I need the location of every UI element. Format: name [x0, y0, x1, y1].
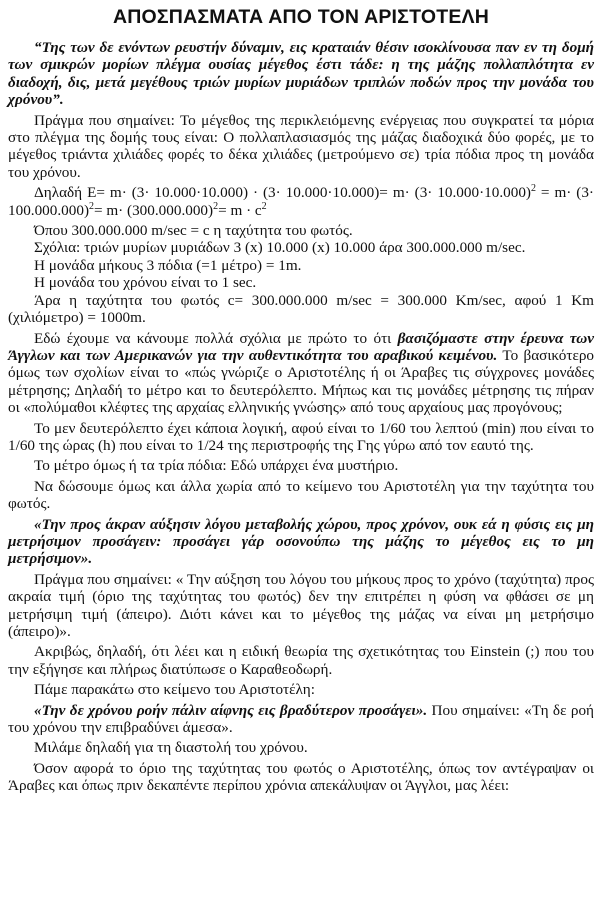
superscript: 2 — [261, 200, 267, 212]
equation-part-2: = m· (3· 100.000.000) — [8, 184, 594, 219]
paragraph-energy-meaning: Πράγμα που σημαίνει: Το μέγεθος της περικλειόμενης ενέργειας που συγκρατεί τα μόρια στο πλέγμα της δομής τους είναι: Ο πολλαπλασιασμός της μάζας διαδοχικά δύο φορές, με το μέγεθος τριάντα χιλιάδες φορές το δέκα χιλιάδες (μετρούμενο σε) τρία πόδια προς τη μονάδα του χρόνου. — [8, 111, 594, 181]
paragraph-time-unit: Η μονάδα του χρόνου είναι το 1 sec. — [34, 274, 257, 292]
paragraph-relativity: Ακριβώς, δηλαδή, ότι λέει και η ειδική θεωρία της σχετικότητας του Einstein (;) που του την εξήγησε και πλήρως διατύπωσε ο Καραθεοδωρή. — [8, 643, 594, 678]
paragraph-more-passages: Να δώσουμε όμως και άλλα χωρία από το κείμενο του Αριστοτέλη για την ταχύτητα του φωτός. — [8, 477, 594, 513]
research-text-end: Το βασικότερο όμως των σχολίων είναι το «πώς γνώριζε ο Αριστοτέλης ή οι Άραβες τις σύγχρονες μονάδες μέτρησης; Δηλαδή το μέτρο και το δευτερόλεπτο. Μήπως και τις μονάδες μέτρησης τις πήραν οι «πολύμαθοι κλέφτες της αρχαίας ελληνικής γνώσης» από τους αρχαίους μας προγόνους; — [8, 346, 595, 417]
paragraph-continue: Πάμε παρακάτω στο κείμενο του Αριστοτέλη: — [34, 681, 315, 699]
paragraph-light-speed-value: Άρα η ταχύτητα του φωτός c= 300.000.000 m/sec = 300.000 Km/sec, αφού 1 Km (χιλιόμετρο) = 1000m. — [8, 291, 594, 327]
superscript: 2 — [530, 183, 536, 195]
paragraph-meter-mystery: Το μέτρο όμως ή τα τρία πόδια: Εδώ υπάρχει ένα μυστήριο. — [34, 457, 399, 475]
research-text-start: Εδώ έχουμε να κάνουμε πολλά σχόλια με πρώτο το ότι — [34, 329, 398, 347]
equation-paragraph — [8, 184, 594, 219]
superscript: 2 — [89, 200, 94, 212]
paragraph-research-comments — [8, 330, 594, 417]
paragraph-time-flow — [8, 702, 594, 737]
paragraph-second-logic: Το μεν δευτερόλεπτο έχει κάποια λογική, αφού είναι το 1/60 του λεπτού (min) που είναι το 1/60 της ώρας (h) που είναι το 1/24 της περιστροφής της Γης γύρω από τον εαυτό της. — [8, 419, 594, 454]
equation-part-1: Δηλαδή E= m· (3· 10.000·10.000) · (3· 10.000·10.000)= m· (3· 10.000·10.000) — [34, 184, 531, 202]
superscript: 2 — [213, 200, 219, 212]
paragraph-light-limit-intro: Όσον αφορά το όριο της ταχύτητας του φωτός ο Αριστοτέλης, όπως τον αντέγραψαν οι Άραβες και όπως πριν δεκαπέντε περίπου χρόνια απεκάλυψαν οι Άγγλοι, μας λέει: — [8, 759, 594, 795]
equation-part-4: = m · c — [218, 201, 262, 219]
research-emphasis: βασιζόμαστε στην έρευνα των Άγγλων και των Αμερικανών για την αυθεντικότητα του αραβικού κειμένου. — [8, 329, 594, 364]
aristotle-quote-energy: “Της των δε ενόντων ρευστήν δύναμιν, εις κραταιάν θέσιν ισοκλίνουσα παν εν τη δομή των σμικρών μορίων πλέγμα ουσίας μέγεθος έστι τάδε: η της μάζης πολλαπλότητα εν διαδοχή, δις, μετά μεγέθους τριών μυρίων μυριάδων τριπλών ποδών προς την μονάδα του χρόνου”. — [8, 39, 594, 109]
paragraph-speed-of-light: Όπου 300.000.000 m/sec = c η ταχύτητα του φωτός. — [34, 222, 353, 240]
aristotle-quote-time-flow: «Την δε χρόνου ροήν πάλιν αίφνης εις βραδύτερον προσάγει». — [34, 701, 428, 719]
page-title: ΑΠΟΣΠΑΣΜΑΤΑ ΑΠΟ ΤΟΝ ΑΡΙΣΤΟΤΕΛΗ — [112, 6, 490, 28]
paragraph-length-unit: Η μονάδα μήκους 3 πόδια (=1 μέτρο) = 1m. — [34, 256, 302, 274]
time-flow-meaning: Που σημαίνει: «Τη δε ροή του χρόνου την επιβραδύνει άμεσα». — [8, 701, 594, 737]
paragraph-time-dilation: Μιλάμε δηλαδή για τη διαστολή του χρόνου. — [34, 739, 308, 757]
paragraph-speed-limit-meaning: Πράγμα που σημαίνει: « Την αύξηση του λόγου του μήκους προς το χρόνο (ταχύτητα) προς ακραία τιμή (όριο της ταχύτητας του φωτός) δεν την επιτρέπει η φύση να φθάσει σε μη μετρήσιμη τιμή (άπειρο). Διότι κάνει και το μέγεθος της μάζας να είναι μη μετρήσιμο (άπειρο)». — [8, 570, 594, 640]
equation-part-3: = m· (300.000.000) — [94, 201, 214, 219]
paragraph-comments: Σχόλια: τριών μυρίων μυριάδων 3 (x) 10.000 (x) 10.000 άρα 300.000.000 m/sec. — [34, 239, 526, 257]
aristotle-quote-speed-limit: «Την προς άκραν αύξησιν λόγου μεταβολής χώρου, προς χρόνον, ουκ εά η φύσις εις μη μετρήσιμον προσάγειν: προσάγει γάρ οσονούπω της μάζης το μέγεθος εις το μη μετρήσιμον». — [8, 515, 594, 568]
